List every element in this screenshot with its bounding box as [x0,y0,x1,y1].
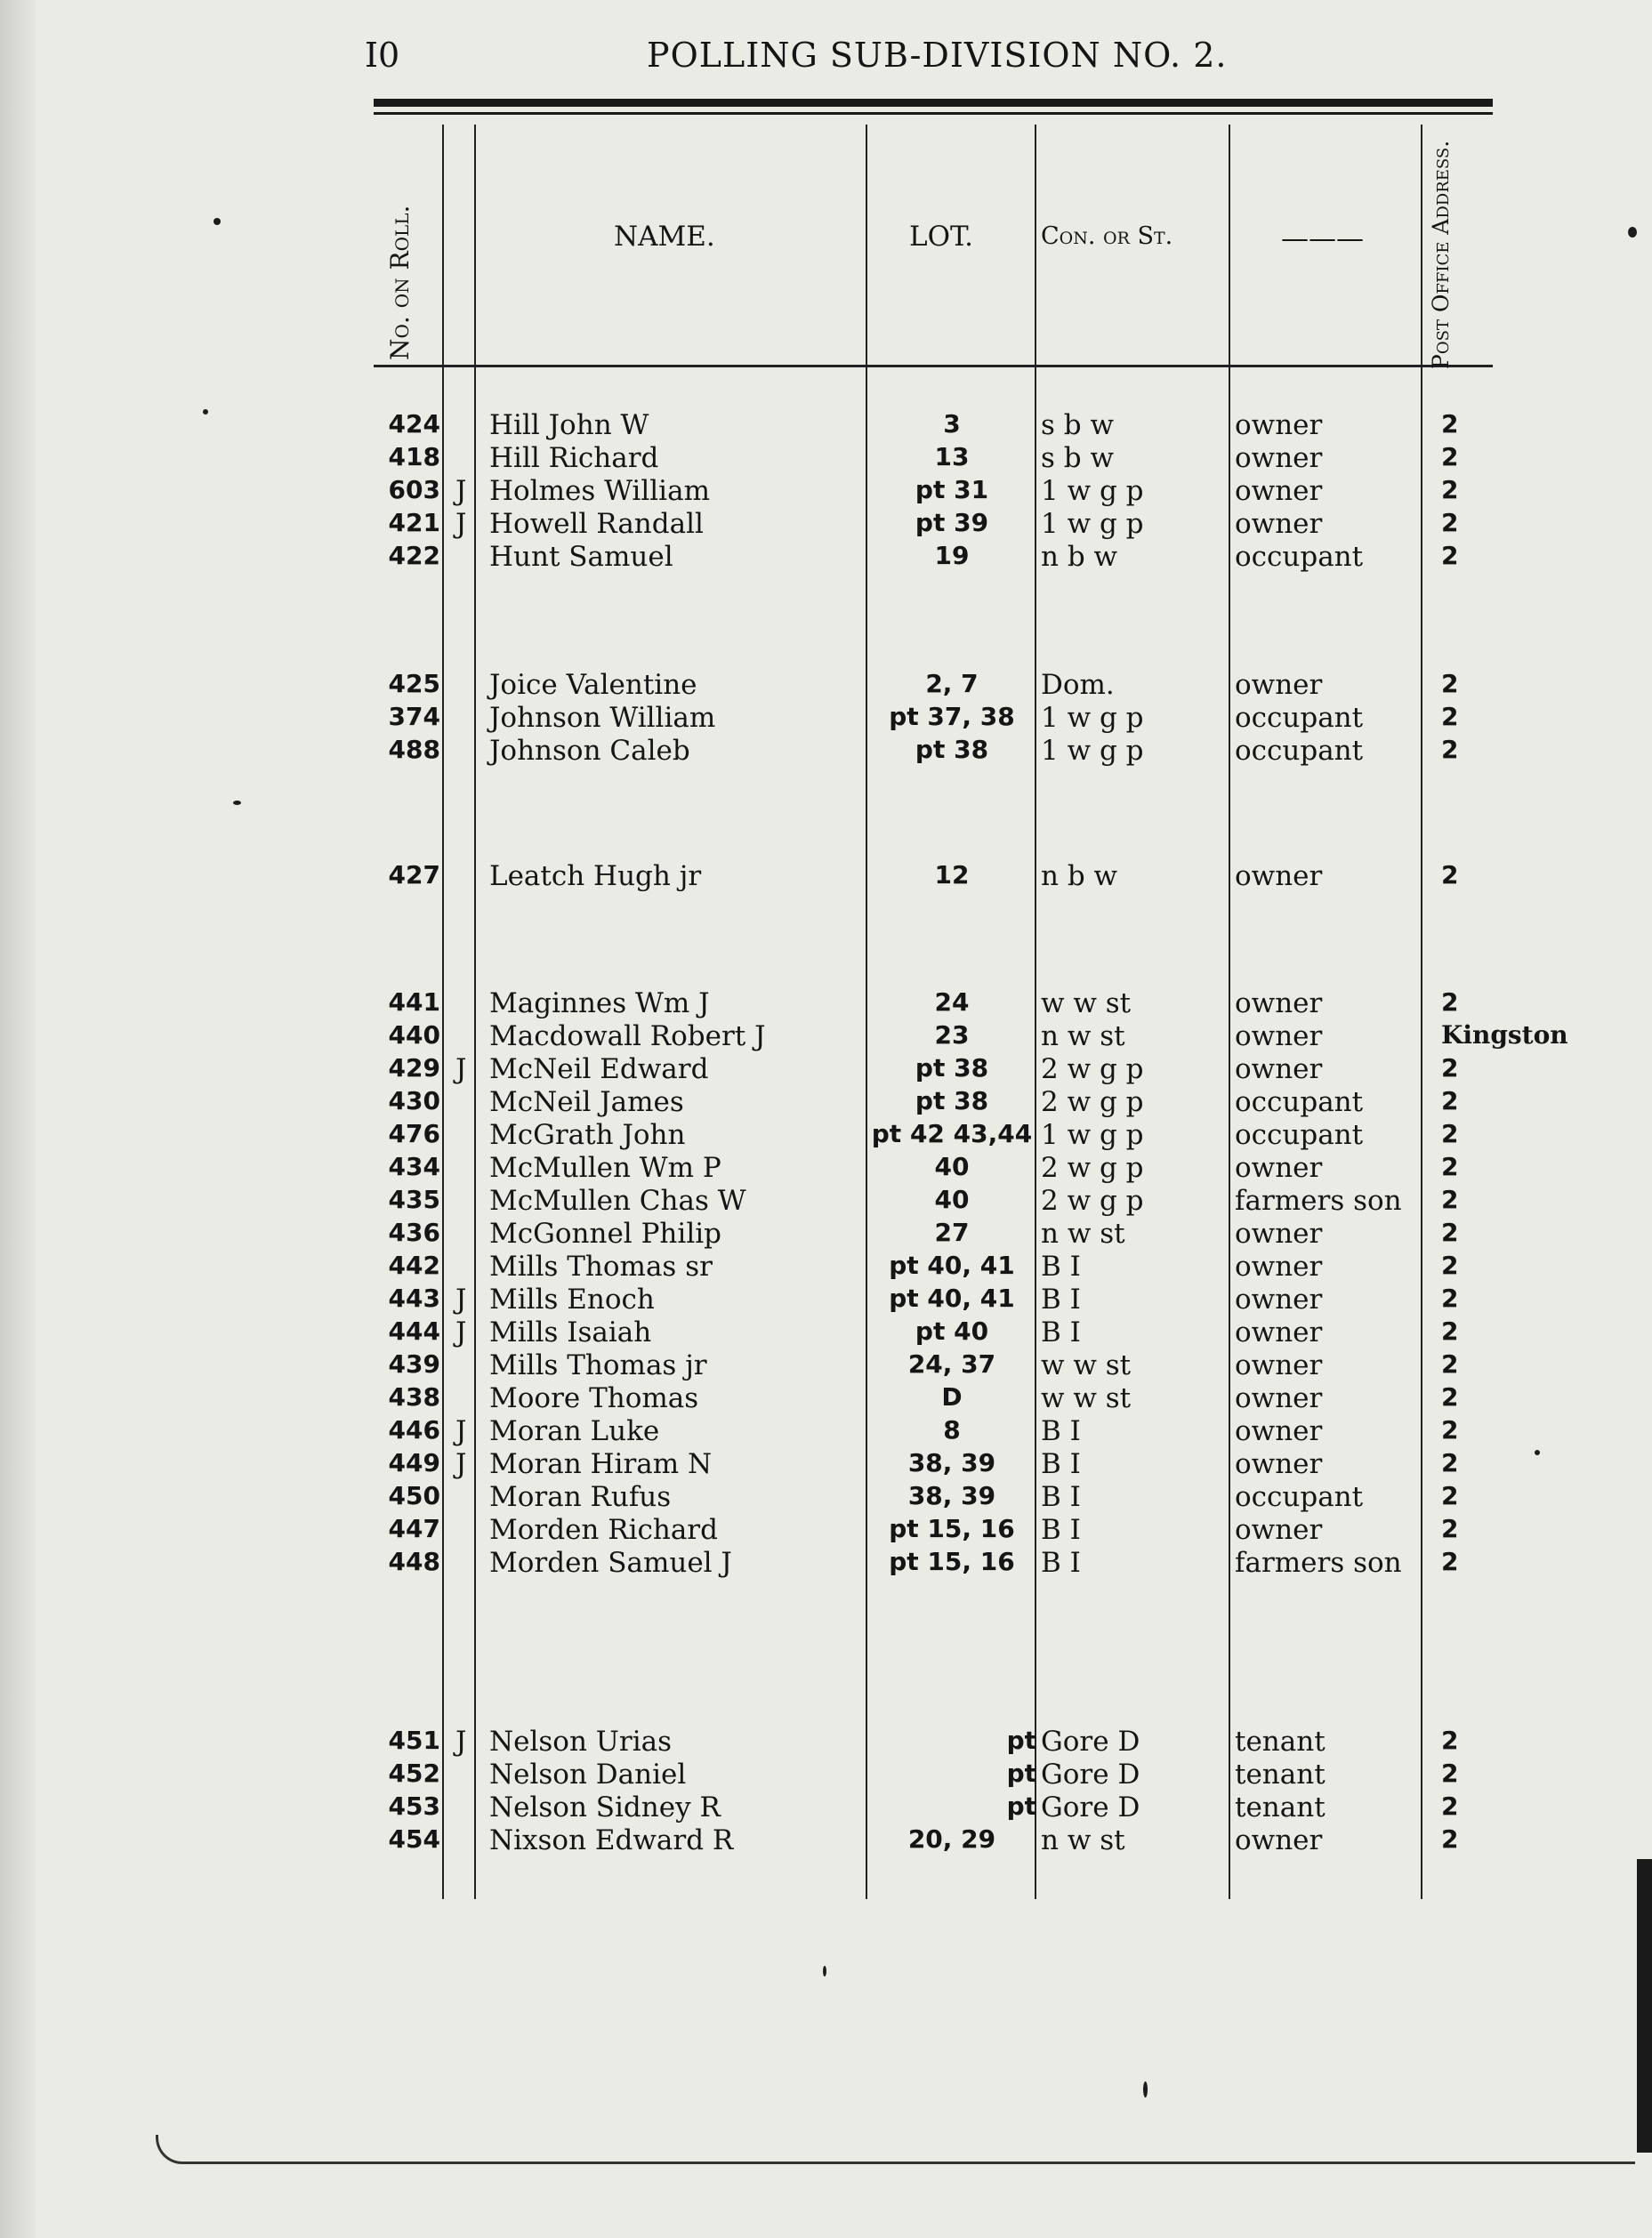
roll-number: 476 [388,1119,440,1148]
table-row [0,1759,1652,1791]
tenure: owner [1235,442,1323,474]
lot: 38, 39 [907,1448,996,1477]
post-office: 2 [1441,1824,1459,1854]
voter-name: Morden Richard [489,1514,718,1546]
tenure: owner [1235,1349,1323,1381]
roll-number: 436 [388,1218,440,1247]
voter-name: Mills Thomas sr [489,1251,713,1283]
table-row [0,1086,1652,1118]
tenure: owner [1235,1448,1323,1480]
roll-number: 430 [388,1086,440,1115]
roll-number: 454 [388,1824,440,1854]
tenure: owner [1235,1316,1323,1348]
voter-name: McMullen Chas W [489,1185,746,1217]
voter-name: McNeil James [489,1086,684,1118]
tenure: owner [1235,1251,1323,1283]
roll-number: 450 [388,1481,440,1510]
juror-mark: J [455,1316,467,1348]
table-row [0,1514,1652,1546]
ink-speck [823,1966,826,1976]
voter-name: Nelson Daniel [489,1759,687,1791]
lot: pt 40 [915,1316,989,1346]
tenure: farmers son [1235,1547,1402,1579]
concession: 1 w g p [1041,508,1144,540]
table-row [0,475,1652,507]
voter-name: Hunt Samuel [489,541,673,573]
tenure: tenant [1235,1759,1326,1791]
concession: Gore D [1041,1759,1140,1791]
juror-mark: J [455,1053,467,1085]
concession: w w st [1041,987,1132,1019]
roll-number: 434 [388,1152,440,1181]
voter-name: Nelson Urias [489,1726,673,1758]
roll-number: 429 [388,1053,440,1083]
roll-number: 422 [388,541,440,570]
tenure: owner [1235,860,1323,892]
post-office: 2 [1441,1185,1459,1214]
voter-name: Hill Richard [489,442,659,474]
lot: pt [1006,1726,1036,1755]
lot: pt 15, 16 [889,1547,1015,1576]
header-concession: Con. or St. [1041,222,1173,250]
post-office: 2 [1441,1284,1459,1313]
tenure: owner [1235,1218,1323,1250]
roll-number: 449 [388,1448,440,1477]
roll-number: 438 [388,1382,440,1412]
voter-name: McNeil Edward [489,1053,709,1085]
post-office: 2 [1441,1791,1459,1821]
voter-name: Morden Samuel J [489,1547,732,1579]
header-rule-thick [374,99,1493,107]
roll-number: 444 [388,1316,440,1346]
table-row [0,442,1652,474]
concession: Dom. [1041,669,1115,701]
voter-name: Maginnes Wm J [489,987,710,1019]
roll-number: 448 [388,1547,440,1576]
post-office: 2 [1441,987,1459,1017]
concession: B I [1041,1481,1081,1513]
table-row [0,1481,1652,1513]
table-row [0,1349,1652,1381]
post-office: 2 [1441,475,1459,504]
juror-mark: J [455,1284,467,1316]
tenure: occupant [1235,702,1364,734]
roll-number: 451 [388,1726,440,1755]
table-row [0,1251,1652,1283]
table-row [0,1185,1652,1217]
lot: pt 38 [915,1086,989,1115]
juror-mark: J [455,1415,467,1447]
page-edge-line [156,2135,1635,2164]
voter-name: Leatch Hugh jr [489,860,702,892]
voter-name: Joice Valentine [489,669,697,701]
post-office: 2 [1441,1415,1459,1445]
concession: w w st [1041,1382,1132,1414]
concession: Gore D [1041,1726,1140,1758]
post-office: 2 [1441,1218,1459,1247]
tenure: owner [1235,1382,1323,1414]
concession: 1 w g p [1041,475,1144,507]
concession: 1 w g p [1041,702,1144,734]
tenure: owner [1235,1415,1323,1447]
concession: 2 w g p [1041,1185,1144,1217]
post-office: 2 [1441,1086,1459,1115]
column-header-rule [374,365,1493,367]
voter-name: Moran Hiram N [489,1448,713,1480]
tenure: owner [1235,1824,1323,1856]
lot: D [941,1382,963,1412]
lot: 12 [934,860,970,890]
post-office: 2 [1441,1251,1459,1280]
tenure: owner [1235,1152,1323,1184]
voter-name: McGrath John [489,1119,686,1151]
concession: B I [1041,1251,1081,1283]
roll-number: 446 [388,1415,440,1445]
post-office: 2 [1441,1448,1459,1477]
post-office: 2 [1441,860,1459,890]
roll-number: 452 [388,1759,440,1788]
post-office: 2 [1441,1726,1459,1755]
juror-mark: J [455,1448,467,1480]
roll-number: 427 [388,860,440,890]
lot: pt 42 43,44 [871,1119,1033,1148]
post-office: Kingston [1441,1020,1568,1050]
roll-number: 442 [388,1251,440,1280]
post-office: 2 [1441,735,1459,764]
table-row [0,987,1652,1019]
scan-edge [1637,1859,1652,2153]
page-number: I0 [365,36,400,75]
tenure: owner [1235,409,1323,441]
lot: 13 [934,442,970,471]
lot: pt 31 [915,475,989,504]
concession: Gore D [1041,1791,1140,1823]
tenure: occupant [1235,541,1364,573]
roll-number: 603 [388,475,440,504]
lot: pt 40, 41 [889,1251,1015,1280]
lot: 23 [934,1020,970,1050]
concession: 2 w g p [1041,1053,1144,1085]
lot: 40 [934,1185,970,1214]
voter-name: Macdowall Robert J [489,1020,766,1052]
tenure: owner [1235,475,1323,507]
lot: 24 [934,987,970,1017]
table-row [0,1448,1652,1480]
concession: B I [1041,1316,1081,1348]
ink-speck [1143,2081,1148,2097]
concession: 2 w g p [1041,1086,1144,1118]
roll-number: 453 [388,1791,440,1821]
voter-name: Mills Enoch [489,1284,655,1316]
table-row [0,1791,1652,1823]
post-office: 2 [1441,1514,1459,1543]
table-row [0,1316,1652,1348]
ink-speck [203,409,208,415]
table-row [0,1726,1652,1758]
roll-number: 447 [388,1514,440,1543]
table-row [0,508,1652,540]
concession: B I [1041,1547,1081,1579]
concession: w w st [1041,1349,1132,1381]
header-blank: ——— [1281,222,1364,254]
post-office: 2 [1441,702,1459,731]
post-office: 2 [1441,541,1459,570]
page-title: POLLING SUB-DIVISION NO. 2. [647,36,1228,75]
table-row [0,1284,1652,1316]
roll-number: 421 [388,508,440,537]
voter-name: McMullen Wm P [489,1152,721,1184]
header-lot: LOT. [909,221,973,253]
voter-name: Moran Luke [489,1415,660,1447]
lot: pt 37, 38 [889,702,1015,731]
lot: pt 38 [915,735,989,764]
tenure: owner [1235,669,1323,701]
concession: 2 w g p [1041,1152,1144,1184]
table-row [0,1218,1652,1250]
table-row [0,1152,1652,1184]
post-office: 2 [1441,1547,1459,1576]
lot: 8 [943,1415,961,1445]
concession: 1 w g p [1041,735,1144,767]
concession: n w st [1041,1020,1125,1052]
voter-name: McGonnel Philip [489,1218,721,1250]
tenure: tenant [1235,1726,1326,1758]
tenure: owner [1235,987,1323,1019]
ink-speck [214,218,221,225]
post-office: 2 [1441,1316,1459,1346]
tenure: owner [1235,508,1323,540]
voter-name: Holmes William [489,475,710,507]
lot: 40 [934,1152,970,1181]
ink-speck [1628,227,1637,237]
table-row [0,409,1652,441]
lot: pt 38 [915,1053,989,1083]
tenure: owner [1235,1284,1323,1316]
concession: s b w [1041,409,1114,441]
juror-mark: J [455,1726,467,1758]
tenure: occupant [1235,735,1364,767]
lot: 2, 7 [925,669,979,698]
concession: B I [1041,1415,1081,1447]
concession: B I [1041,1514,1081,1546]
table-row [0,1119,1652,1151]
post-office: 2 [1441,508,1459,537]
lot: pt [1006,1791,1036,1821]
ink-speck [1535,1450,1540,1455]
roll-number: 443 [388,1284,440,1313]
concession: 1 w g p [1041,1119,1144,1151]
concession: s b w [1041,442,1114,474]
roll-number: 435 [388,1185,440,1214]
post-office: 2 [1441,1152,1459,1181]
table-row [0,1020,1652,1052]
voter-name: Nelson Sidney R [489,1791,721,1823]
juror-mark: J [455,508,467,540]
header-name: NAME. [614,221,715,253]
post-office: 2 [1441,442,1459,471]
lot: 20, 29 [907,1824,996,1854]
lot: pt 15, 16 [889,1514,1015,1543]
juror-mark: J [455,475,467,507]
table-row [0,1053,1652,1085]
lot: 38, 39 [907,1481,996,1510]
concession: n w st [1041,1824,1125,1856]
post-office: 2 [1441,1119,1459,1148]
post-office: 2 [1441,1759,1459,1788]
concession: n w st [1041,1218,1125,1250]
table-row [0,860,1652,892]
table-row [0,1824,1652,1856]
roll-number: 440 [388,1020,440,1050]
voter-name: Johnson Caleb [489,735,690,767]
voter-name: Mills Isaiah [489,1316,652,1348]
tenure: occupant [1235,1119,1364,1151]
tenure: tenant [1235,1791,1326,1823]
tenure: owner [1235,1053,1323,1085]
lot: 24, 37 [907,1349,996,1379]
voter-name: Moran Rufus [489,1481,672,1513]
voter-name: Johnson William [489,702,716,734]
roll-number: 424 [388,409,440,439]
post-office: 2 [1441,669,1459,698]
table-row [0,669,1652,701]
lot: 19 [934,541,970,570]
tenure: farmers son [1235,1185,1402,1217]
tenure: occupant [1235,1086,1364,1118]
concession: n b w [1041,541,1118,573]
voter-name: Hill John W [489,409,649,441]
tenure: occupant [1235,1481,1364,1513]
header-rule-thin [374,112,1493,115]
table-row [0,1382,1652,1414]
table-row [0,702,1652,734]
lot: pt [1006,1759,1036,1788]
roll-number: 418 [388,442,440,471]
lot: 27 [934,1218,970,1247]
roll-number: 488 [388,735,440,764]
tenure: owner [1235,1020,1323,1052]
table-row [0,1547,1652,1579]
table-row [0,1415,1652,1447]
ink-speck [233,801,241,805]
roll-number: 439 [388,1349,440,1379]
header-roll-number: No. on Roll. [385,205,415,360]
post-office: 2 [1441,1053,1459,1083]
post-office: 2 [1441,409,1459,439]
table-row [0,541,1652,573]
tenure: owner [1235,1514,1323,1546]
table-row [0,735,1652,767]
post-office: 2 [1441,1382,1459,1412]
concession: B I [1041,1448,1081,1480]
voter-name: Howell Randall [489,508,704,540]
roll-number: 425 [388,669,440,698]
roll-number: 441 [388,987,440,1017]
concession: B I [1041,1284,1081,1316]
concession: n b w [1041,860,1118,892]
roll-number: 374 [388,702,440,731]
post-office: 2 [1441,1349,1459,1379]
lot: pt 40, 41 [889,1284,1015,1313]
voter-name: Mills Thomas jr [489,1349,707,1381]
lot: pt 39 [915,508,989,537]
voter-name: Nixson Edward R [489,1824,734,1856]
voter-name: Moore Thomas [489,1382,699,1414]
header-post-office: Post Office Address. [1428,140,1454,369]
post-office: 2 [1441,1481,1459,1510]
lot: 3 [943,409,961,439]
